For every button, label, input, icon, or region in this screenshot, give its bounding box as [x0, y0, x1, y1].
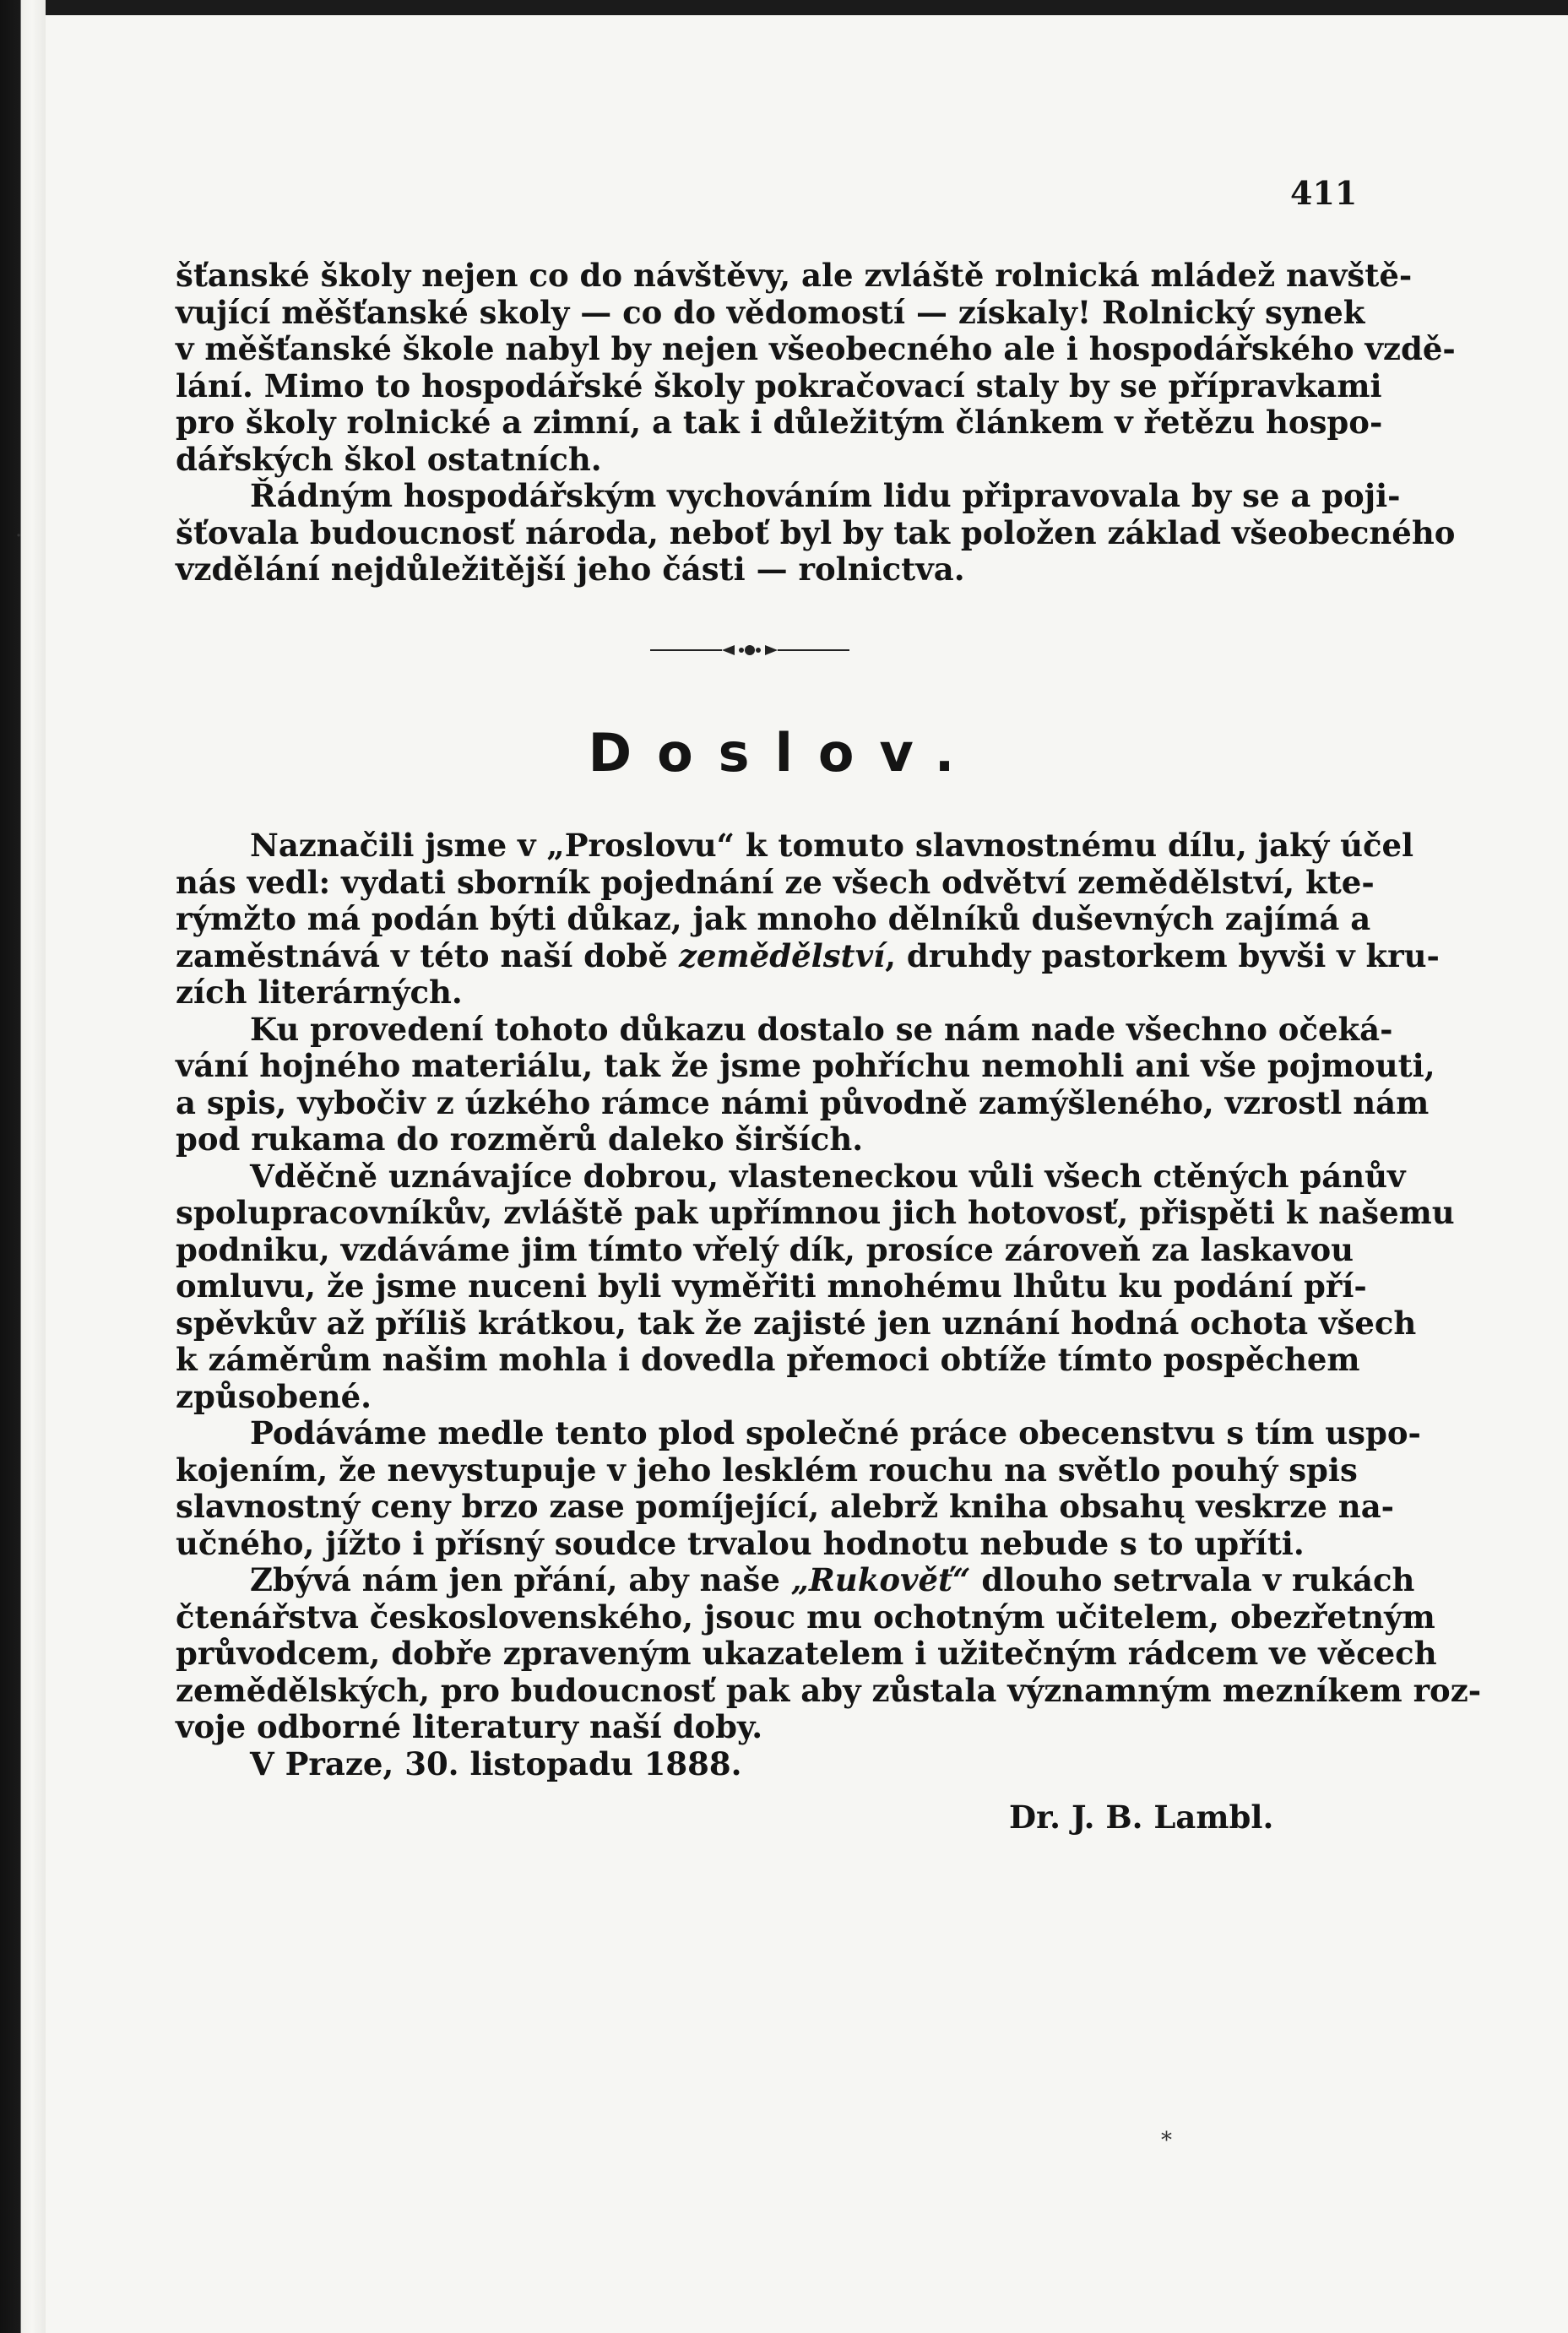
text-line: zích literárných.	[176, 974, 463, 1011]
text-line: čtenářstva československého, jsouc mu ochotným učitelem, obezřetným	[176, 1598, 1435, 1636]
text-line: Podáváme medle tento plod společné práce obecenstvu s tím uspo-	[250, 1414, 1421, 1451]
text-line: a spis, vybočiv z úzkého rámce námi původně zamýšleného, vzrostl nám	[176, 1083, 1430, 1121]
text-line	[176, 936, 1440, 975]
text-line: šťanské školy nejen co do návštěvy, ale zvláště rolnická mládež navště-	[176, 257, 1413, 294]
text-line: dářských škol ostatních.	[176, 440, 602, 478]
ornament-divider	[650, 642, 849, 659]
scan-speck: ·	[15, 524, 23, 549]
text-line: spolupracovníkův, zvláště pak upřímnou jich hotovosť, přispěti k našemu	[176, 1194, 1455, 1231]
signature: Dr. J. B. Lambl.	[1009, 1799, 1274, 1836]
text-segment: Zbývá nám jen přání, aby naše	[250, 1561, 791, 1598]
text-line: způsobené.	[176, 1377, 372, 1415]
text-line: Řádným hospodářským vychováním lidu připravovala by se a poji-	[250, 477, 1401, 514]
text-line: pod rukama do rozměrů daleko širších.	[176, 1120, 864, 1158]
text-line	[176, 1561, 1415, 1599]
text-line: šťovala budoucnosť národa, neboť byl by tak položen základ všeobecného	[176, 513, 1456, 551]
text-line: omluvu, že jsme nuceni byli vyměřiti mnohému lhůtu ku podání pří-	[176, 1267, 1367, 1305]
text-line: vání hojného materiálu, tak že jsme pohříchu nemohli ani vše pojmouti,	[176, 1047, 1435, 1084]
text-line: k záměrům našim mohla i dovedla přemoci obtíže tímto pospěchem	[176, 1341, 1360, 1378]
text-line: podniku, vzdáváme jim tímto vřelý dík, prosíce zároveň za laskavou	[176, 1230, 1354, 1268]
text-line: zemědělských, pro budoucnosť pak aby zůstala významným mezníkem roz-	[176, 1671, 1482, 1709]
text-line: spěvkův až příliš krátkou, tak že zajisté jen uznání hodná ochota všech	[176, 1304, 1417, 1342]
scan-speck: *	[1161, 2128, 1172, 2153]
text-line: učného, jížto i přísný soudce trvalou hodnotu nebude s to upříti.	[176, 1524, 1305, 1562]
section-heading: Doslov.	[588, 722, 980, 784]
text-line: Naznačili jsme v „Proslovu“ k tomuto slavnostnému dílu, jaký účel	[250, 827, 1414, 864]
text-line: rýmžto má podán býti důkaz, jak mnoho dělníků duševných zajímá a	[176, 900, 1371, 937]
text-segment: , druhdy pastorkem byvši v kru-	[885, 936, 1440, 974]
text-line: Ku provedení tohoto důkazu dostalo se nám nade všechno očeká-	[250, 1010, 1393, 1048]
section-2-text	[176, 827, 1482, 1782]
text-line: nás vedl: vydati sborník pojednání ze všech odvětví zemědělství, kte-	[176, 863, 1375, 901]
text-line: vující měšťanské skoly — co do vědomostí — získaly! Rolnický synek	[176, 293, 1365, 331]
section-1-text	[176, 257, 1456, 589]
emphasis-text: „Rukověť“	[790, 1561, 971, 1598]
text-line: průvodcem, dobře zpraveným ukazatelem i užitečným rádcem ve věcech	[176, 1635, 1437, 1672]
text-line: Vděčně uznávajíce dobrou, vlasteneckou vůli všech ctěných pánův	[250, 1157, 1406, 1195]
text-line: pro školy rolnické a zimní, a tak i důležitým článkem v řetězu hospo-	[176, 404, 1383, 441]
place-date: V Praze, 30. listopadu 1888.	[250, 1744, 742, 1782]
text-line: v měšťanské škole nabyl by nejen všeobecného ale i hospodářského vzdě-	[176, 330, 1456, 367]
emphasis-text: zemědělství	[678, 936, 886, 974]
text-line: voje odborné literatury naší doby.	[176, 1708, 763, 1745]
text-segment: zaměstnává v této naší době	[176, 936, 679, 974]
book-spine-edge	[0, 0, 46, 2333]
text-segment: dlouho setrvala v rukách	[970, 1561, 1415, 1598]
text-line: lání. Mimo to hospodářské školy pokračovací staly by se přípravkami	[176, 366, 1382, 404]
page-number: 411	[1290, 174, 1358, 212]
text-line: slavnostný ceny brzo zase pomíjející, alebrž kniha obsahų veskrze na-	[176, 1488, 1395, 1525]
text-line: vzdělání nejdůležitější jeho části — rolnictva.	[176, 551, 965, 588]
text-line: kojením, že nevystupuje v jeho lesklém rouchu na světlo pouhý spis	[176, 1451, 1358, 1489]
